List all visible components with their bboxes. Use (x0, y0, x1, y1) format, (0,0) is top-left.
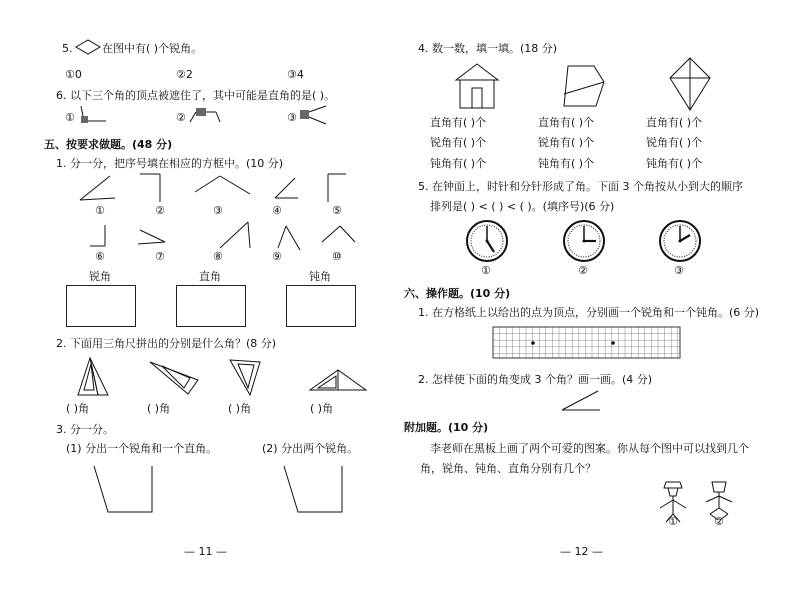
angle-label-9: ⑨ (272, 250, 282, 263)
extra-line-1: 李老师在黑板上画了两个可爱的图案。你从每个图中可以找到几个 (430, 442, 749, 455)
o1-text: 1. 在方格纸上以给出的点为顶点，分别画一个锐角和一个钝角。(6 分) (418, 306, 760, 319)
box-label-right: 直角 (199, 270, 221, 283)
grid-paper[interactable] (492, 326, 682, 360)
page-number-11: — 11 — (184, 545, 227, 558)
pentagon-acute-count[interactable]: 锐角有( )个 (538, 136, 595, 149)
kite-obtuse-count[interactable]: 钝角有( )个 (646, 157, 703, 170)
q6-text: 6. 以下三个角的顶点被遮住了，其中可能是直角的是( )。 (56, 89, 336, 102)
q5-option-c: ③4 (287, 68, 304, 81)
angle-label-2: ② (155, 204, 165, 217)
s3-part-b: (2) 分出两个锐角。 (262, 442, 359, 455)
answer-box-obtuse[interactable] (286, 285, 356, 327)
s2-title: 2. 下面用三角尺拼出的分别是什么角？(8 分) (56, 337, 277, 350)
answer-box-acute[interactable] (66, 285, 136, 327)
box-label-acute: 锐角 (89, 270, 111, 283)
set-square-figures (70, 350, 380, 400)
angle-label-3: ③ (213, 204, 223, 217)
vertex-point-1 (531, 341, 535, 345)
clock-label-2: ② (578, 264, 588, 277)
kite-figure (666, 56, 714, 112)
o2-text: 2. 怎样使下面的角变成 3 个角？画一画。(4 分) (418, 373, 653, 386)
section-6-heading: 六、操作题。(10 分) (404, 287, 511, 300)
house-acute-count[interactable]: 锐角有( )个 (430, 136, 487, 149)
q5-number: 5. (62, 42, 73, 55)
angle-label-7: ⑦ (155, 250, 165, 263)
s2-blank-2[interactable]: ( )角 (147, 402, 171, 415)
clock-2 (562, 219, 606, 263)
angle-label-1: ① (95, 204, 105, 217)
shape-to-divide-1 (90, 462, 160, 517)
q5-text: 在图中有( )个锐角。 (102, 42, 203, 55)
s2-blank-4[interactable]: ( )角 (310, 402, 334, 415)
q6-option-a: ① (65, 111, 75, 124)
angle-label-10: ⑩ (332, 250, 342, 263)
q6-option-b: ② (176, 111, 186, 124)
figure-label-2: ② (714, 515, 724, 528)
s3-title: 3. 分一分。 (56, 423, 114, 436)
house-obtuse-count[interactable]: 钝角有( )个 (430, 157, 487, 170)
s2-blank-1[interactable]: ( )角 (66, 402, 90, 415)
s1-title: 1. 分一分，把序号填在相应的方框中。(10 分) (56, 157, 284, 170)
covered-angle-2 (188, 104, 222, 126)
pentagon-obtuse-count[interactable]: 钝角有( )个 (538, 157, 595, 170)
clock-label-1: ① (481, 264, 491, 277)
q5-option-a: ①0 (65, 68, 82, 81)
pentagon-figure (560, 62, 608, 110)
page-number-12: — 12 — (560, 545, 603, 558)
box-label-obtuse: 钝角 (309, 270, 331, 283)
extra-heading: 附加题。(10 分) (404, 421, 489, 434)
s3-part-a: (1) 分出一个锐角和一个直角。 (66, 442, 218, 455)
clock-label-3: ③ (674, 264, 684, 277)
rhombus-figure (74, 38, 102, 56)
kite-acute-count[interactable]: 锐角有( )个 (646, 136, 703, 149)
section-5-heading: 五、按要求做题。(48 分) (44, 138, 173, 151)
house-right-count[interactable]: 直角有( )个 (430, 116, 487, 129)
q6-option-c: ③ (287, 111, 297, 124)
kite-right-count[interactable]: 直角有( )个 (646, 116, 703, 129)
answer-box-right[interactable] (176, 285, 246, 327)
clock-1 (465, 219, 509, 263)
angle-label-5: ⑤ (332, 204, 342, 217)
shape-to-divide-2 (280, 462, 350, 517)
q4-title: 4. 数一数，填一填。(18 分) (418, 42, 558, 55)
figure-label-1: ① (668, 515, 678, 528)
q5-option-b: ②2 (176, 68, 193, 81)
angle-label-8: ⑧ (213, 250, 223, 263)
q5r-line-1: 5. 在钟面上，时针和分针形成了角。下面 3 个角按从小到大的顺序 (418, 180, 743, 193)
vertex-point-2 (611, 341, 615, 345)
q5r-line-2: 排列是( ) < ( ) < ( )。(填序号)(6 分) (430, 200, 615, 213)
clock-3 (658, 219, 702, 263)
s2-blank-3[interactable]: ( )角 (228, 402, 252, 415)
angle-label-6: ⑥ (95, 250, 105, 263)
covered-angle-3 (298, 104, 328, 126)
angle-label-4: ④ (272, 204, 282, 217)
extra-line-2: 角，锐角、钝角、直角分别有几个？ (420, 462, 596, 475)
covered-angle-1 (78, 104, 108, 126)
angle-to-split (558, 388, 604, 414)
pentagon-right-count[interactable]: 直角有( )个 (538, 116, 595, 129)
house-figure (452, 62, 502, 110)
